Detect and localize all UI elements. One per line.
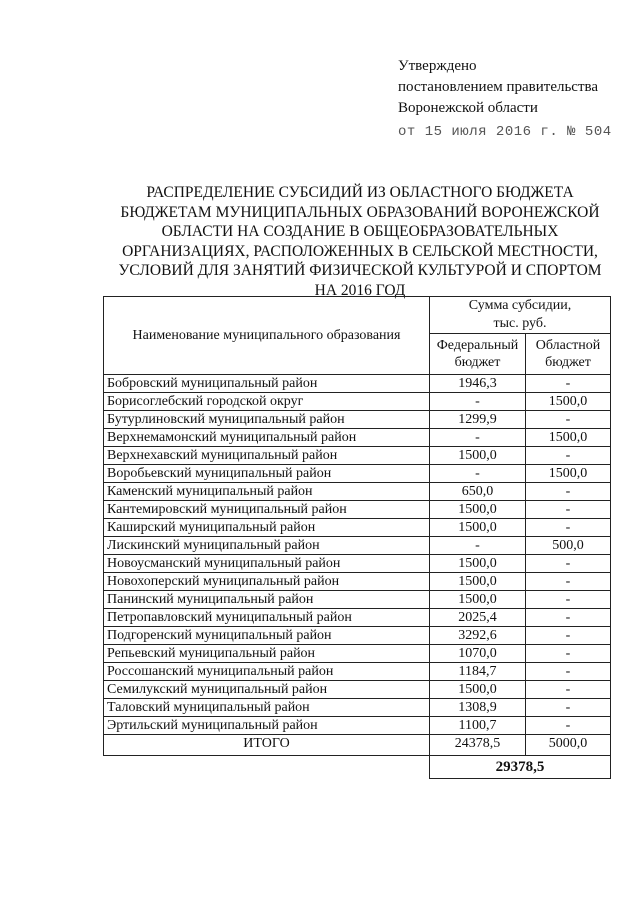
row-name: Новохоперский муниципальный район	[104, 573, 430, 591]
table-row	[104, 375, 611, 393]
header-sum-line-1: Сумма субсидии,	[468, 298, 572, 313]
document-title	[100, 183, 620, 300]
row-federal: 1500,0	[430, 501, 526, 519]
row-federal: 3292,6	[430, 627, 526, 645]
table-row	[104, 609, 611, 627]
subsidy-table	[103, 296, 611, 779]
table-row	[104, 411, 611, 429]
table-header-row	[104, 297, 611, 334]
row-federal: 1946,3	[430, 375, 526, 393]
table-row	[104, 447, 611, 465]
row-regional: 500,0	[526, 537, 611, 555]
row-regional: -	[526, 663, 611, 681]
header-regional	[526, 334, 611, 375]
row-regional: -	[526, 681, 611, 699]
row-name: Бутурлиновский муниципальный район	[104, 411, 430, 429]
row-name: Борисоглебский городской округ	[104, 393, 430, 411]
row-name: Каширский муниципальный район	[104, 519, 430, 537]
row-federal: 1500,0	[430, 681, 526, 699]
total-federal: 24378,5	[430, 735, 526, 756]
row-regional: -	[526, 573, 611, 591]
row-federal: 1500,0	[430, 447, 526, 465]
table-row	[104, 699, 611, 717]
header-name: Наименование муниципального образования	[104, 297, 430, 375]
row-regional: -	[526, 519, 611, 537]
row-regional: -	[526, 375, 611, 393]
table-body	[104, 375, 611, 735]
header-federal	[430, 334, 526, 375]
row-name: Воробьевский муниципальный район	[104, 465, 430, 483]
row-name: Верхнемамонский муниципальный район	[104, 429, 430, 447]
row-name: Эртильский муниципальный район	[104, 717, 430, 735]
table-row	[104, 519, 611, 537]
row-name: Новоусманский муниципальный район	[104, 555, 430, 573]
grand-total-value: 29378,5	[430, 756, 611, 779]
row-name: Лискинский муниципальный район	[104, 537, 430, 555]
row-name: Семилукский муниципальный район	[104, 681, 430, 699]
grand-total-row	[104, 756, 611, 779]
row-regional: -	[526, 411, 611, 429]
row-federal: 650,0	[430, 483, 526, 501]
header-sum	[430, 297, 611, 334]
row-federal: 1500,0	[430, 573, 526, 591]
total-regional: 5000,0	[526, 735, 611, 756]
table-row	[104, 681, 611, 699]
row-regional: 1500,0	[526, 429, 611, 447]
row-regional: -	[526, 483, 611, 501]
row-federal: 1308,9	[430, 699, 526, 717]
row-federal: 1299,9	[430, 411, 526, 429]
row-regional: 1500,0	[526, 393, 611, 411]
row-federal: 1500,0	[430, 519, 526, 537]
total-row	[104, 735, 611, 756]
total-label: ИТОГО	[104, 735, 430, 756]
row-regional: -	[526, 501, 611, 519]
title-line: БЮДЖЕТАМ МУНИЦИПАЛЬНЫХ ОБРАЗОВАНИЙ ВОРОНЕЖСКОЙ	[120, 203, 600, 221]
row-regional: -	[526, 555, 611, 573]
grand-total-spacer	[104, 756, 430, 779]
table-row	[104, 465, 611, 483]
table-row	[104, 717, 611, 735]
table-row	[104, 627, 611, 645]
row-federal: -	[430, 393, 526, 411]
header-federal-line-2: бюджет	[454, 355, 501, 370]
title-line: РАСПРЕДЕЛЕНИЕ СУБСИДИЙ ИЗ ОБЛАСТНОГО БЮДЖЕТА	[146, 184, 574, 201]
approval-block	[398, 56, 612, 143]
row-name: Россошанский муниципальный район	[104, 663, 430, 681]
approval-line-2: постановлением правительства	[398, 79, 599, 95]
title-line: УСЛОВИЙ ДЛЯ ЗАНЯТИЙ ФИЗИЧЕСКОЙ КУЛЬТУРОЙ И СПОРТОМ	[118, 262, 602, 279]
row-name: Верхнехавский муниципальный район	[104, 447, 430, 465]
title-line: ОБЛАСТИ НА СОЗДАНИЕ В ОБЩЕОБРАЗОВАТЕЛЬНЫХ	[161, 223, 559, 240]
row-name: Петропавловский муниципальный район	[104, 609, 430, 627]
row-federal: -	[430, 537, 526, 555]
row-regional: 1500,0	[526, 465, 611, 483]
row-regional: -	[526, 717, 611, 735]
row-regional: -	[526, 447, 611, 465]
row-federal: 2025,4	[430, 609, 526, 627]
table-row	[104, 555, 611, 573]
row-regional: -	[526, 591, 611, 609]
table-row	[104, 591, 611, 609]
row-regional: -	[526, 627, 611, 645]
title-line: НА 2016 ГОД	[314, 281, 406, 299]
title-line: ОРГАНИЗАЦИЯХ, РАСПОЛОЖЕННЫХ В СЕЛЬСКОЙ МЕСТНОСТИ,	[122, 242, 598, 260]
header-regional-line-1: Областной	[535, 338, 601, 353]
table-row	[104, 393, 611, 411]
row-federal: 1184,7	[430, 663, 526, 681]
table-row	[104, 573, 611, 591]
row-federal: -	[430, 429, 526, 447]
approval-line-3: Воронежской области	[398, 100, 538, 116]
row-name: Кантемировский муниципальный район	[104, 501, 430, 519]
row-federal: 1100,7	[430, 717, 526, 735]
table-row	[104, 663, 611, 681]
approval-date-stamp: от 15 июля 2016 г. № 504	[398, 124, 612, 140]
row-name: Подгоренский муниципальный район	[104, 627, 430, 645]
row-name: Таловский муниципальный район	[104, 699, 430, 717]
row-name: Каменский муниципальный район	[104, 483, 430, 501]
row-federal: -	[430, 465, 526, 483]
row-federal: 1500,0	[430, 591, 526, 609]
approval-line-1: Утверждено	[398, 58, 477, 74]
row-name: Панинский муниципальный район	[104, 591, 430, 609]
table-row	[104, 501, 611, 519]
row-federal: 1070,0	[430, 645, 526, 663]
table-row	[104, 483, 611, 501]
row-regional: -	[526, 609, 611, 627]
row-regional: -	[526, 645, 611, 663]
table-row	[104, 537, 611, 555]
row-regional: -	[526, 699, 611, 717]
table-row	[104, 429, 611, 447]
header-sum-line-2: тыс. руб.	[493, 316, 547, 331]
row-name: Репьевский муниципальный район	[104, 645, 430, 663]
row-federal: 1500,0	[430, 555, 526, 573]
header-federal-line-1: Федеральный	[436, 338, 519, 353]
table-row	[104, 645, 611, 663]
row-name: Бобровский муниципальный район	[104, 375, 430, 393]
header-regional-line-2: бюджет	[545, 355, 591, 370]
